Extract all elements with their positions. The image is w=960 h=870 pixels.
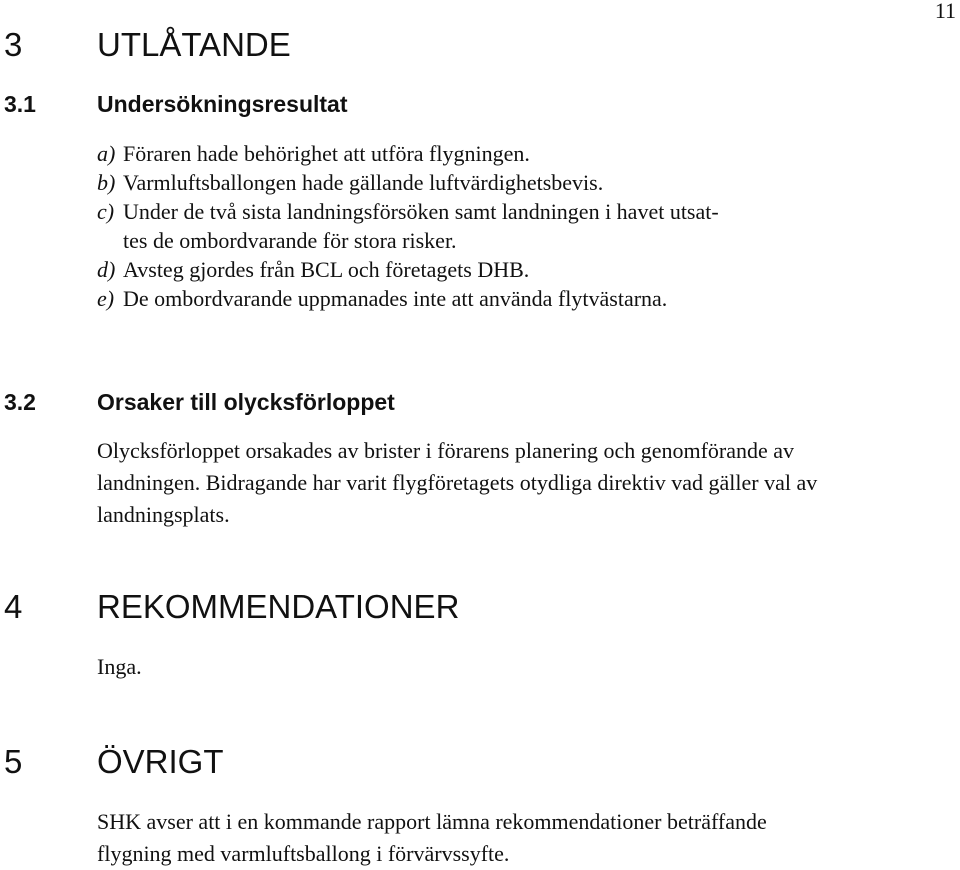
list-item-line: tes de ombordvarande för stora risker. [123,228,457,253]
paragraph-line: landningen. Bidragande har varit flygföretagets otydliga direktiv vad gäller val av [97,470,818,495]
section-number: 3.2 [4,389,36,415]
list-item-letter: b) [97,170,116,195]
section-title: REKOMMENDATIONER [97,588,460,625]
paragraph-line: landningsplats. [97,502,230,527]
section-title: Orsaker till olycksförloppet [97,389,395,415]
section-title: Undersökningsresultat [97,91,348,117]
list-item-text: De ombordvarande uppmanades inte att använda flytvästarna. [123,286,668,311]
section-title: UTLÅTANDE [97,26,291,63]
list-item-letter: d) [97,257,116,282]
list-item-text: Föraren hade behörighet att utföra flygningen. [123,141,530,166]
other-paragraph [97,806,947,870]
section-number: 4 [4,588,23,625]
section-number: 3 [4,26,23,63]
list-item-line: Under de två sista landningsförsöken samt landningen i havet utsat- [123,199,719,224]
causes-paragraph [97,435,947,531]
list-item-letter: a) [97,141,116,166]
section-title: ÖVRIGT [97,743,224,780]
page-number: 11 [934,0,956,23]
list-item-text: Varmluftsballongen hade gällande luftvärdighetsbevis. [123,170,604,195]
list-item-text: Avsteg gjordes från BCL och företagets DHB. [123,257,530,282]
list-item-text [123,197,843,255]
list-item-letter: e) [97,286,115,311]
section-number: 3.1 [4,91,36,117]
paragraph-line: Olycksförloppet orsakades av brister i förarens planering och genomförande av [97,438,795,463]
section-number: 5 [4,743,23,780]
recommendations-text: Inga. [97,654,142,679]
paragraph-line: SHK avser att i en kommande rapport lämna rekommendationer beträffande [97,809,767,834]
paragraph-line: flygning med varmluftsballong i förvärvssyfte. [97,841,510,866]
list-item-letter: c) [97,199,115,224]
